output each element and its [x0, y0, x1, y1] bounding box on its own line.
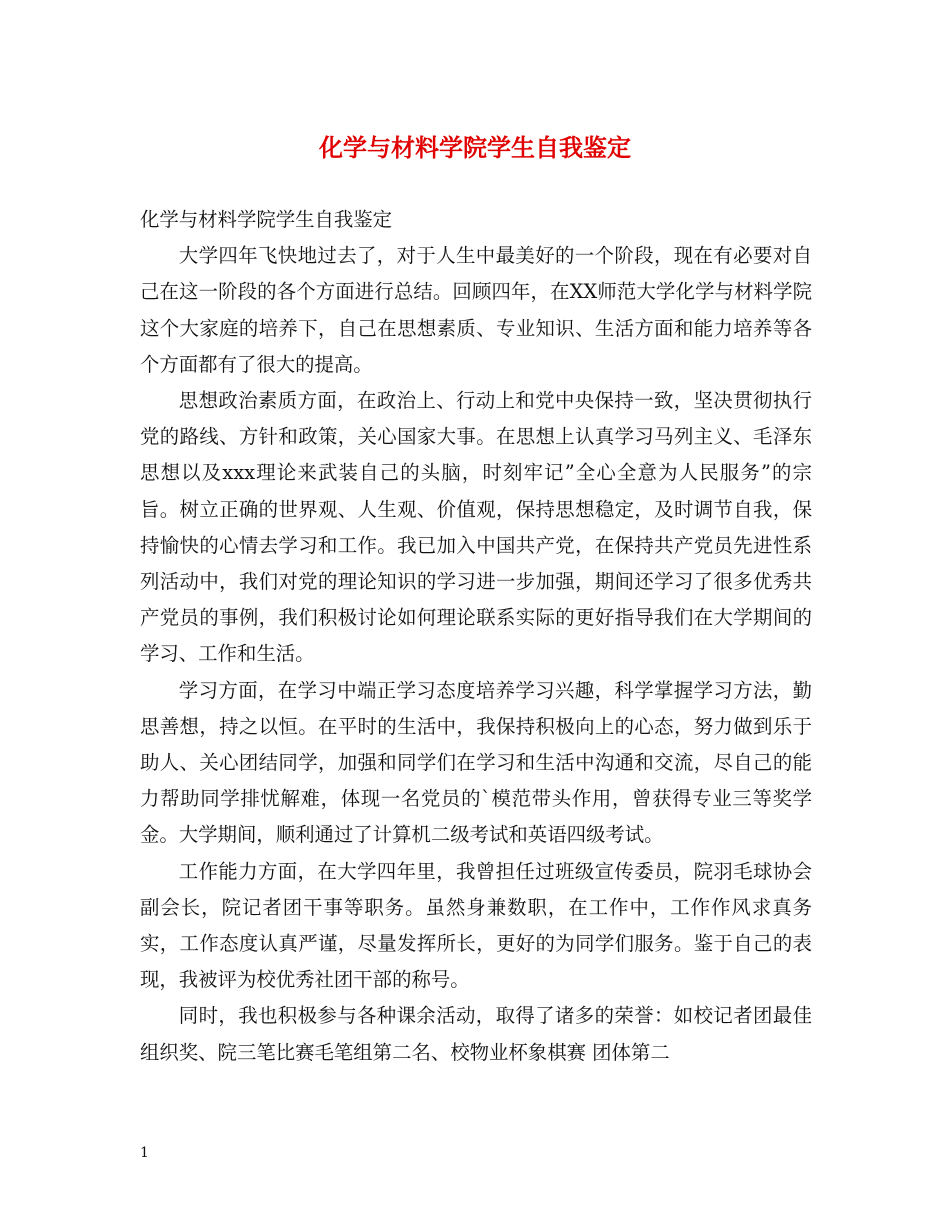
paragraph-activities: 同时，我也积极参与各种课余活动，取得了诸多的荣誉：如校记者团最佳组织奖、院三笔比赛毛笔组第二名、校物业杯象棋赛 团体第二 [140, 1004, 812, 1064]
paragraph-work: 工作能力方面，在大学四年里，我曾担任过班级宣传委员，院羽毛球协会副会长，院记者团干事等职务。虽然身兼数职，在工作中，工作作风求真务实，工作态度认真严谨，尽量发挥所长，更好的为同学们服务。鉴于自己的表现，我被评为校优秀社团干部的称号。 [140, 859, 812, 992]
paragraph-political: 思想政治素质方面，在政治上、行动上和党中央保持一致，坚决贯彻执行党的路线、方针和政策，关心国家大事。在思想上认真学习马列主义、毛泽东思想以及xxx理论来武装自己的头脑，时刻牢记”全心全意为人民服务”的宗旨。树立正确的世界观、人生观、价值观，保持思想稳定，及时调节自我，保持愉快的心情去学习和工作。我已加入中国共产党，在保持共产党员先进性系列活动中，我们对党的理论知识的学习进一步加强，期间还学习了很多优秀共产党员的事例，我们积极讨论如何理论联系实际的更好指导我们在大学期间的学习、工作和生活。 [140, 389, 812, 666]
paragraph-intro: 大学四年飞快地过去了，对于人生中最美好的一个阶段，现在有必要对自己在这一阶段的各个方面进行总结。回顾四年，在XX师范大学化学与材料学院这个大家庭的培养下，自己在思想素质、专业知识、生活方面和能力培养等各个方面都有了很大的提高。 [140, 244, 812, 376]
page-number: 1 [140, 1145, 149, 1161]
paragraph-study: 学习方面，在学习中端正学习态度培养学习兴趣，科学掌握学习方法，勤思善想，持之以恒。在平时的生活中，我保持积极向上的心态，努力做到乐于助人、关心团结同学，加强和同学们在学习和生活中沟通和交流，尽自己的能力帮助同学排忧解难，体现一名党员的`模范带头作用，曾获得专业三等奖学金。大学期间，顺利通过了计算机二级考试和英语四级考试。 [140, 678, 812, 847]
document-subtitle: 化学与材料学院学生自我鉴定 [140, 208, 393, 231]
document-title: 化学与材料学院学生自我鉴定 [319, 133, 631, 162]
document-body [140, 202, 812, 1071]
